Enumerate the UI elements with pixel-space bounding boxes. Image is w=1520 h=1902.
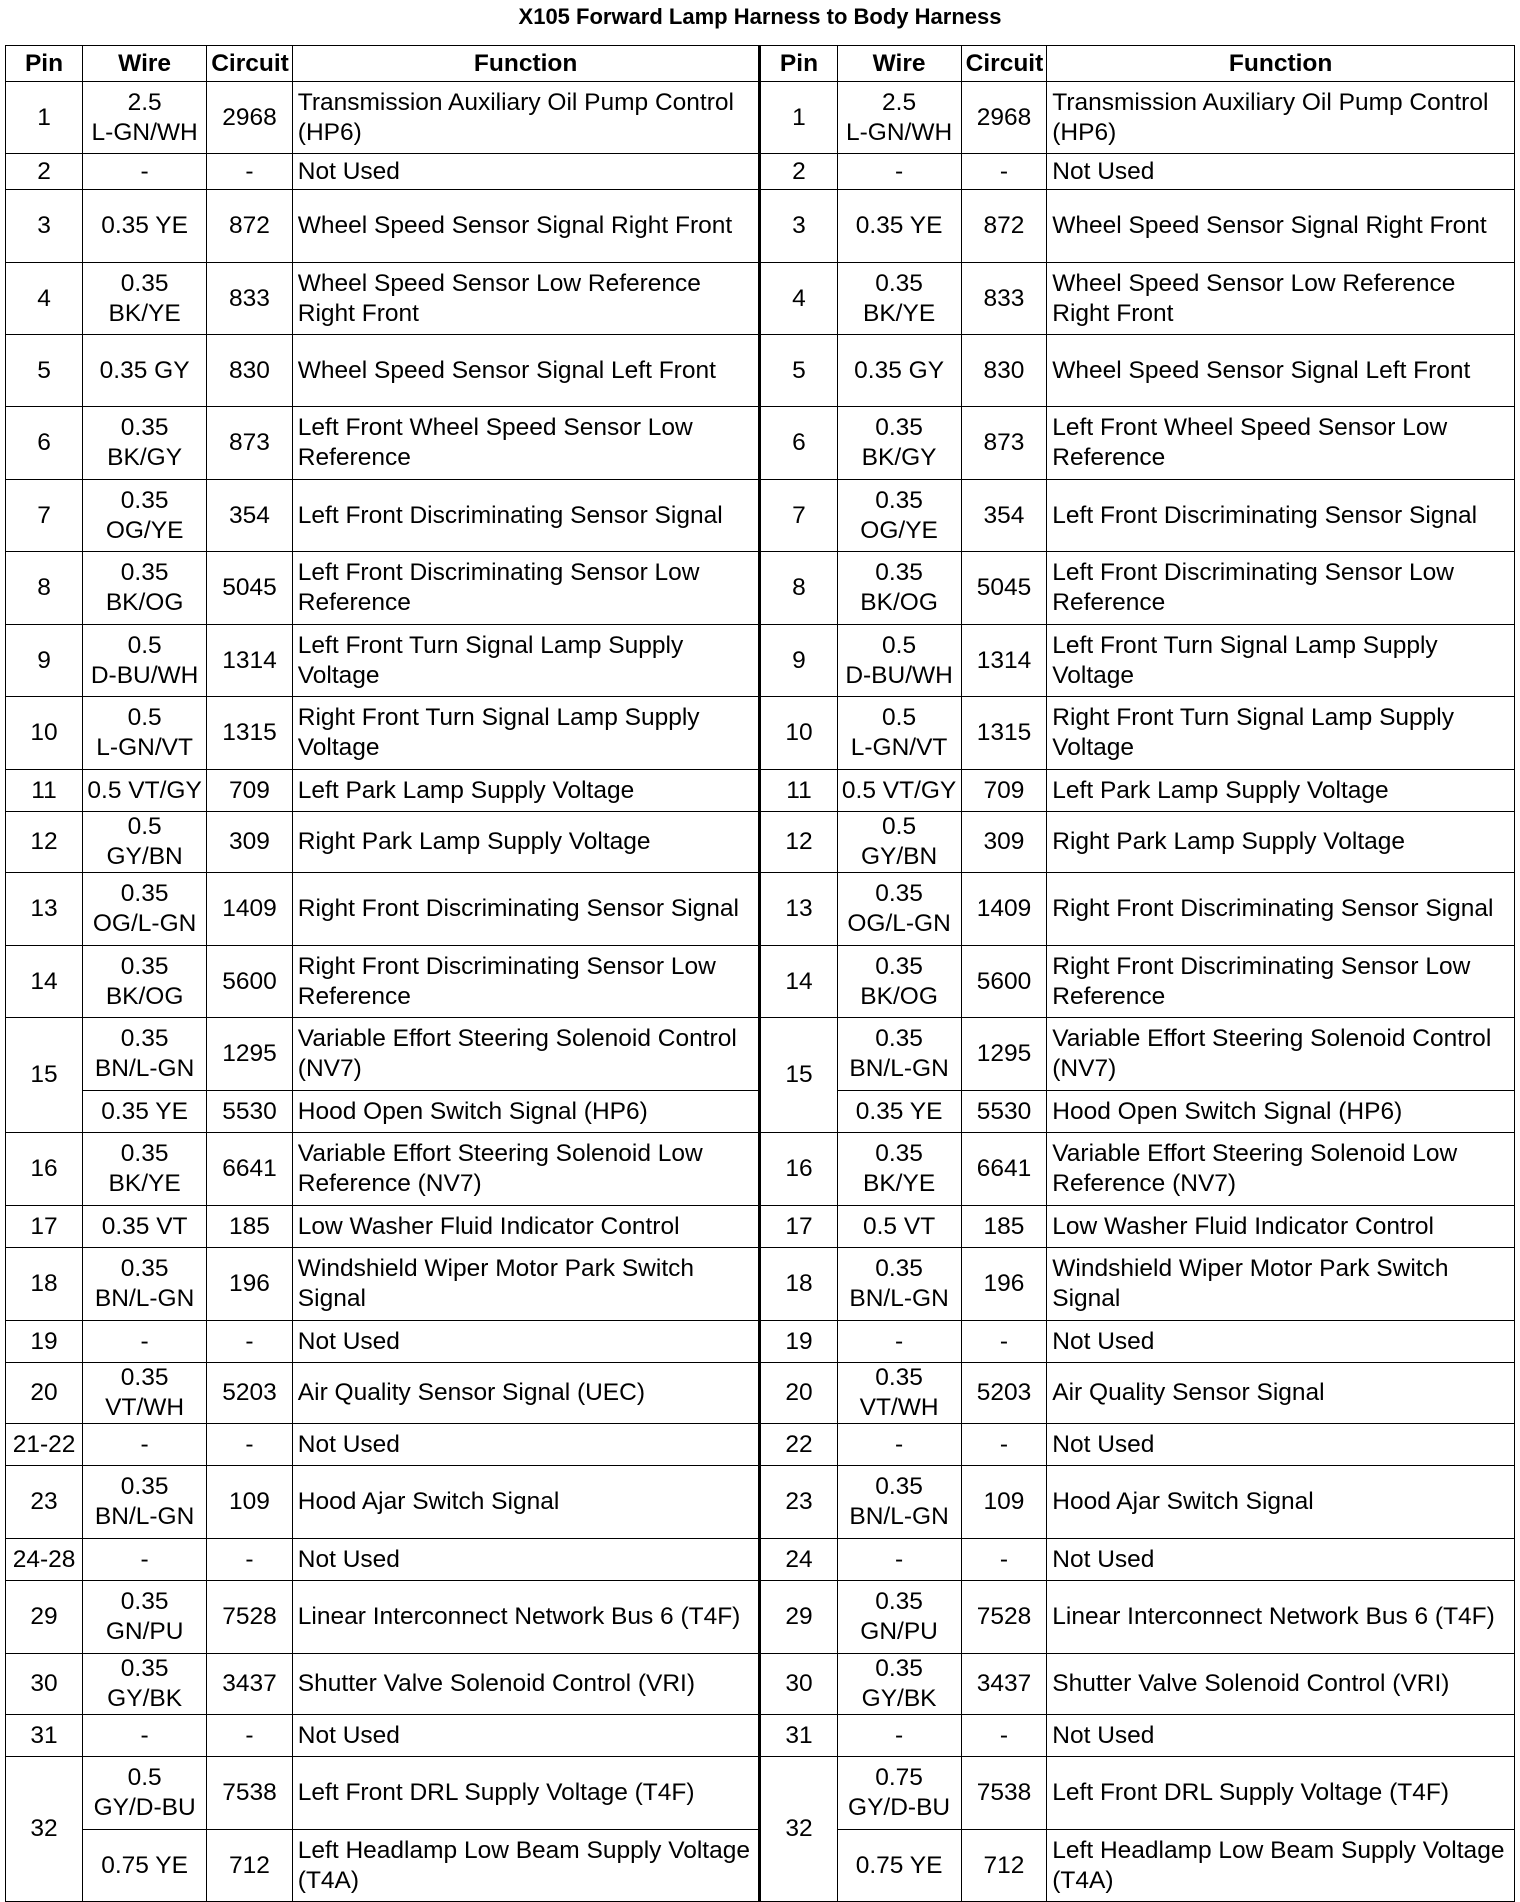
function-cell: Shutter Valve Solenoid Control (VRI) (292, 1654, 760, 1715)
circuit-cell: 709 (207, 770, 293, 812)
table-row (6, 946, 1515, 1018)
wire-cell: 0.35 BK/OG (83, 552, 207, 625)
wire-cell: 0.35 GN/PU (837, 1581, 961, 1654)
pin-cell: 6 (6, 407, 83, 480)
circuit-cell: - (207, 1715, 293, 1757)
pin-cell: 4 (6, 263, 83, 335)
function-cell: Not Used (292, 1715, 760, 1757)
circuit-cell: - (207, 1321, 293, 1363)
table-row (6, 1206, 1515, 1248)
wire-cell: 0.35 BN/L-GN (837, 1248, 961, 1321)
pin-cell: 29 (760, 1581, 837, 1654)
wire-cell: 0.35 BK/YE (83, 263, 207, 335)
wire-cell: 0.35 VT/WH (83, 1363, 207, 1424)
circuit-cell: 5203 (207, 1363, 293, 1424)
table-row (6, 1363, 1515, 1424)
function-cell: Left Headlamp Low Beam Supply Voltage (T4A) (292, 1830, 760, 1902)
header-pin: Pin (760, 46, 837, 82)
circuit-cell: 1295 (207, 1018, 293, 1091)
function-cell: Windshield Wiper Motor Park Switch Signal (292, 1248, 760, 1321)
table-row (6, 1466, 1515, 1539)
table-row (6, 1654, 1515, 1715)
wire-cell: 0.35 BN/L-GN (83, 1466, 207, 1539)
circuit-cell: - (207, 1424, 293, 1466)
header-circuit: Circuit (207, 46, 293, 82)
wire-cell: 0.35 BK/OG (83, 946, 207, 1018)
function-cell: Left Park Lamp Supply Voltage (292, 770, 760, 812)
pin-cell: 14 (6, 946, 83, 1018)
circuit-cell: 7528 (207, 1581, 293, 1654)
wire-cell: 0.5 VT/GY (83, 770, 207, 812)
wire-cell: - (837, 1424, 961, 1466)
circuit-cell: 1314 (207, 625, 293, 697)
circuit-cell: 1315 (961, 697, 1047, 770)
function-cell: Wheel Speed Sensor Signal Left Front (1047, 335, 1515, 407)
circuit-cell: 833 (207, 263, 293, 335)
wire-cell: 0.35 GY (83, 335, 207, 407)
pin-cell: 15 (760, 1018, 837, 1133)
pin-cell: 18 (6, 1248, 83, 1321)
circuit-cell: 1409 (207, 873, 293, 946)
circuit-cell: 2968 (207, 82, 293, 154)
wire-cell: 0.35 BN/L-GN (83, 1248, 207, 1321)
circuit-cell: - (961, 1321, 1047, 1363)
function-cell: Right Front Turn Signal Lamp Supply Voltage (1047, 697, 1515, 770)
wire-cell: - (83, 1715, 207, 1757)
function-cell: Transmission Auxiliary Oil Pump Control (HP6) (1047, 82, 1515, 154)
wire-cell: 0.5 L-GN/VT (83, 697, 207, 770)
function-cell: Hood Open Switch Signal (HP6) (1047, 1091, 1515, 1133)
table-row (6, 190, 1515, 263)
wire-cell: 0.35 OG/YE (837, 480, 961, 552)
wire-cell: 0.35 BN/L-GN (837, 1466, 961, 1539)
table-row (6, 697, 1515, 770)
function-cell: Windshield Wiper Motor Park Switch Signal (1047, 1248, 1515, 1321)
circuit-cell: 7538 (207, 1757, 293, 1830)
pin-cell: 10 (760, 697, 837, 770)
wire-cell: 0.35 BK/OG (837, 946, 961, 1018)
circuit-cell: 873 (961, 407, 1047, 480)
function-cell: Not Used (1047, 1539, 1515, 1581)
circuit-cell: - (207, 1539, 293, 1581)
pin-cell: 10 (6, 697, 83, 770)
circuit-cell: 7528 (961, 1581, 1047, 1654)
pin-cell: 31 (760, 1715, 837, 1757)
circuit-cell: 1295 (961, 1018, 1047, 1091)
function-cell: Not Used (1047, 1424, 1515, 1466)
table-row (6, 770, 1515, 812)
pin-cell: 18 (760, 1248, 837, 1321)
circuit-cell: 5600 (207, 946, 293, 1018)
wire-cell: - (837, 1321, 961, 1363)
circuit-cell: 3437 (961, 1654, 1047, 1715)
wire-cell: 0.35 OG/L-GN (837, 873, 961, 946)
function-cell: Air Quality Sensor Signal (UEC) (292, 1363, 760, 1424)
pin-cell: 19 (760, 1321, 837, 1363)
function-cell: Left Headlamp Low Beam Supply Voltage (T4A) (1047, 1830, 1515, 1902)
table-row (6, 1757, 1515, 1830)
wire-cell: 0.35 YE (83, 190, 207, 263)
function-cell: Linear Interconnect Network Bus 6 (T4F) (1047, 1581, 1515, 1654)
circuit-cell: - (961, 1424, 1047, 1466)
wire-cell: 0.5 D-BU/WH (837, 625, 961, 697)
wire-cell: - (83, 1424, 207, 1466)
pin-cell: 1 (760, 82, 837, 154)
pin-cell: 7 (6, 480, 83, 552)
circuit-cell: 709 (961, 770, 1047, 812)
pin-cell: 16 (760, 1133, 837, 1206)
circuit-cell: 6641 (207, 1133, 293, 1206)
function-cell: Left Front Wheel Speed Sensor Low Reference (292, 407, 760, 480)
function-cell: Right Front Discriminating Sensor Signal (1047, 873, 1515, 946)
header-function: Function (292, 46, 760, 82)
wire-cell: 0.35 BN/L-GN (83, 1018, 207, 1091)
pin-cell: 12 (760, 812, 837, 873)
function-cell: Right Front Turn Signal Lamp Supply Voltage (292, 697, 760, 770)
table-row (6, 1321, 1515, 1363)
table-row (6, 1424, 1515, 1466)
function-cell: Hood Ajar Switch Signal (292, 1466, 760, 1539)
pin-cell: 9 (6, 625, 83, 697)
header-wire: Wire (83, 46, 207, 82)
circuit-cell: 1409 (961, 873, 1047, 946)
pin-cell: 11 (6, 770, 83, 812)
circuit-cell: 712 (961, 1830, 1047, 1902)
table-row (6, 263, 1515, 335)
table-row (6, 625, 1515, 697)
circuit-cell: 5203 (961, 1363, 1047, 1424)
circuit-cell: 3437 (207, 1654, 293, 1715)
wire-cell: 2.5 L-GN/WH (837, 82, 961, 154)
circuit-cell: 872 (207, 190, 293, 263)
function-cell: Variable Effort Steering Solenoid Low Reference (NV7) (292, 1133, 760, 1206)
pin-cell: 3 (6, 190, 83, 263)
function-cell: Left Front Turn Signal Lamp Supply Voltage (1047, 625, 1515, 697)
table-row (6, 1133, 1515, 1206)
circuit-cell: 309 (207, 812, 293, 873)
function-cell: Left Front Wheel Speed Sensor Low Reference (1047, 407, 1515, 480)
function-cell: Right Park Lamp Supply Voltage (292, 812, 760, 873)
circuit-cell: 196 (961, 1248, 1047, 1321)
function-cell: Low Washer Fluid Indicator Control (292, 1206, 760, 1248)
pin-cell: 2 (6, 154, 83, 190)
circuit-cell: 830 (207, 335, 293, 407)
circuit-cell: 309 (961, 812, 1047, 873)
pin-cell: 32 (6, 1757, 83, 1902)
wire-cell: 0.35 YE (837, 1091, 961, 1133)
pin-cell: 1 (6, 82, 83, 154)
circuit-cell: - (961, 154, 1047, 190)
pin-cell: 7 (760, 480, 837, 552)
circuit-cell: 5530 (961, 1091, 1047, 1133)
function-cell: Not Used (292, 1321, 760, 1363)
function-cell: Left Front Turn Signal Lamp Supply Voltage (292, 625, 760, 697)
pin-cell: 13 (6, 873, 83, 946)
table-row (6, 335, 1515, 407)
wire-cell: 2.5 L-GN/WH (83, 82, 207, 154)
wire-cell: 0.35 BN/L-GN (837, 1018, 961, 1091)
function-cell: Right Park Lamp Supply Voltage (1047, 812, 1515, 873)
function-cell: Not Used (292, 1424, 760, 1466)
circuit-cell: 1315 (207, 697, 293, 770)
circuit-cell: 830 (961, 335, 1047, 407)
header-row (6, 46, 1515, 82)
table-row (6, 1715, 1515, 1757)
function-cell: Linear Interconnect Network Bus 6 (T4F) (292, 1581, 760, 1654)
function-cell: Not Used (292, 1539, 760, 1581)
function-cell: Left Front DRL Supply Voltage (T4F) (1047, 1757, 1515, 1830)
function-cell: Shutter Valve Solenoid Control (VRI) (1047, 1654, 1515, 1715)
pin-cell: 8 (760, 552, 837, 625)
pin-cell: 29 (6, 1581, 83, 1654)
function-cell: Variable Effort Steering Solenoid Low Reference (NV7) (1047, 1133, 1515, 1206)
function-cell: Wheel Speed Sensor Signal Left Front (292, 335, 760, 407)
table-row (6, 407, 1515, 480)
pin-cell: 9 (760, 625, 837, 697)
pin-cell: 19 (6, 1321, 83, 1363)
table-row (6, 873, 1515, 946)
pin-cell: 32 (760, 1757, 837, 1902)
function-cell: Hood Open Switch Signal (HP6) (292, 1091, 760, 1133)
pin-cell: 30 (6, 1654, 83, 1715)
function-cell: Left Front Discriminating Sensor Signal (292, 480, 760, 552)
wire-cell: 0.5 GY/D-BU (83, 1757, 207, 1830)
table-row (6, 82, 1515, 154)
circuit-cell: 5530 (207, 1091, 293, 1133)
circuit-cell: 5600 (961, 946, 1047, 1018)
circuit-cell: 833 (961, 263, 1047, 335)
function-cell: Wheel Speed Sensor Signal Right Front (1047, 190, 1515, 263)
wire-cell: 0.35 GY (837, 335, 961, 407)
pin-cell: 6 (760, 407, 837, 480)
circuit-cell: 196 (207, 1248, 293, 1321)
header-pin: Pin (6, 46, 83, 82)
pin-cell: 24-28 (6, 1539, 83, 1581)
pin-cell: 16 (6, 1133, 83, 1206)
wire-cell: - (837, 1539, 961, 1581)
wire-cell: 0.35 BK/GY (837, 407, 961, 480)
table-row (6, 552, 1515, 625)
table-row (6, 1248, 1515, 1321)
pin-cell: 22 (760, 1424, 837, 1466)
circuit-cell: - (961, 1715, 1047, 1757)
circuit-cell: 109 (207, 1466, 293, 1539)
wire-cell: 0.75 GY/D-BU (837, 1757, 961, 1830)
pin-cell: 5 (760, 335, 837, 407)
function-cell: Variable Effort Steering Solenoid Control (NV7) (1047, 1018, 1515, 1091)
wire-cell: 0.35 BK/YE (83, 1133, 207, 1206)
function-cell: Right Front Discriminating Sensor Low Reference (1047, 946, 1515, 1018)
pin-cell: 12 (6, 812, 83, 873)
wire-cell: - (83, 154, 207, 190)
circuit-cell: 354 (961, 480, 1047, 552)
wire-cell: 0.75 YE (83, 1830, 207, 1902)
table-row (6, 154, 1515, 190)
function-cell: Not Used (1047, 1715, 1515, 1757)
wire-cell: 0.5 VT/GY (837, 770, 961, 812)
pin-cell: 5 (6, 335, 83, 407)
circuit-cell: 354 (207, 480, 293, 552)
pin-cell: 23 (6, 1466, 83, 1539)
header-circuit: Circuit (961, 46, 1047, 82)
circuit-cell: 7538 (961, 1757, 1047, 1830)
circuit-cell: 712 (207, 1830, 293, 1902)
circuit-cell: 109 (961, 1466, 1047, 1539)
pin-cell: 8 (6, 552, 83, 625)
header-wire: Wire (837, 46, 961, 82)
table-row (6, 812, 1515, 873)
wire-cell: 0.5 GY/BN (837, 812, 961, 873)
pin-cell: 17 (6, 1206, 83, 1248)
wire-cell: 0.5 VT (837, 1206, 961, 1248)
pin-cell: 21-22 (6, 1424, 83, 1466)
wire-cell: - (83, 1321, 207, 1363)
circuit-cell: - (961, 1539, 1047, 1581)
function-cell: Left Front Discriminating Sensor Low Reference (1047, 552, 1515, 625)
pin-cell: 3 (760, 190, 837, 263)
function-cell: Low Washer Fluid Indicator Control (1047, 1206, 1515, 1248)
pin-cell: 31 (6, 1715, 83, 1757)
function-cell: Wheel Speed Sensor Low Reference Right Front (292, 263, 760, 335)
pin-cell: 23 (760, 1466, 837, 1539)
wire-cell: 0.35 GY/BK (83, 1654, 207, 1715)
circuit-cell: 185 (961, 1206, 1047, 1248)
wire-cell: 0.5 GY/BN (83, 812, 207, 873)
wire-cell: 0.35 OG/YE (83, 480, 207, 552)
function-cell: Not Used (1047, 1321, 1515, 1363)
function-cell: Wheel Speed Sensor Signal Right Front (292, 190, 760, 263)
pinout-table (5, 45, 1515, 1902)
wire-cell: - (83, 1539, 207, 1581)
function-cell: Air Quality Sensor Signal (1047, 1363, 1515, 1424)
wire-cell: 0.35 BK/YE (837, 1133, 961, 1206)
table-row (6, 480, 1515, 552)
wire-cell: 0.35 BK/YE (837, 263, 961, 335)
function-cell: Right Front Discriminating Sensor Low Reference (292, 946, 760, 1018)
table-title: X105 Forward Lamp Harness to Body Harness (518, 4, 1002, 29)
pin-cell: 17 (760, 1206, 837, 1248)
table-row (6, 1539, 1515, 1581)
pin-cell: 2 (760, 154, 837, 190)
table-row (6, 1581, 1515, 1654)
pin-cell: 11 (760, 770, 837, 812)
table-body (6, 82, 1515, 1902)
pin-cell: 20 (6, 1363, 83, 1424)
function-cell: Left Front Discriminating Sensor Low Reference (292, 552, 760, 625)
function-cell: Left Front Discriminating Sensor Signal (1047, 480, 1515, 552)
circuit-cell: 6641 (961, 1133, 1047, 1206)
circuit-cell: 5045 (961, 552, 1047, 625)
wire-cell: 0.35 BK/GY (83, 407, 207, 480)
wire-cell: 0.35 YE (83, 1091, 207, 1133)
function-cell: Left Park Lamp Supply Voltage (1047, 770, 1515, 812)
function-cell: Variable Effort Steering Solenoid Control (NV7) (292, 1018, 760, 1091)
circuit-cell: 872 (961, 190, 1047, 263)
wire-cell: - (837, 1715, 961, 1757)
function-cell: Not Used (1047, 154, 1515, 190)
circuit-cell: 1314 (961, 625, 1047, 697)
wire-cell: 0.35 OG/L-GN (83, 873, 207, 946)
wire-cell: 0.5 L-GN/VT (837, 697, 961, 770)
circuit-cell: 873 (207, 407, 293, 480)
pin-cell: 4 (760, 263, 837, 335)
wire-cell: 0.75 YE (837, 1830, 961, 1902)
circuit-cell: 5045 (207, 552, 293, 625)
pin-cell: 14 (760, 946, 837, 1018)
wire-cell: 0.35 YE (837, 190, 961, 263)
pin-cell: 24 (760, 1539, 837, 1581)
function-cell: Hood Ajar Switch Signal (1047, 1466, 1515, 1539)
circuit-cell: 185 (207, 1206, 293, 1248)
header-function: Function (1047, 46, 1515, 82)
pin-cell: 20 (760, 1363, 837, 1424)
pin-cell: 13 (760, 873, 837, 946)
function-cell: Left Front DRL Supply Voltage (T4F) (292, 1757, 760, 1830)
wire-cell: 0.35 VT (83, 1206, 207, 1248)
circuit-cell: - (207, 154, 293, 190)
function-cell: Transmission Auxiliary Oil Pump Control (HP6) (292, 82, 760, 154)
wire-cell: 0.5 D-BU/WH (83, 625, 207, 697)
wire-cell: 0.35 GY/BK (837, 1654, 961, 1715)
function-cell: Not Used (292, 154, 760, 190)
function-cell: Wheel Speed Sensor Low Reference Right Front (1047, 263, 1515, 335)
wire-cell: 0.35 VT/WH (837, 1363, 961, 1424)
pin-cell: 30 (760, 1654, 837, 1715)
wire-cell: - (837, 154, 961, 190)
function-cell: Right Front Discriminating Sensor Signal (292, 873, 760, 946)
table-row (6, 1018, 1515, 1091)
wire-cell: 0.35 GN/PU (83, 1581, 207, 1654)
wire-cell: 0.35 BK/OG (837, 552, 961, 625)
pin-cell: 15 (6, 1018, 83, 1133)
circuit-cell: 2968 (961, 82, 1047, 154)
